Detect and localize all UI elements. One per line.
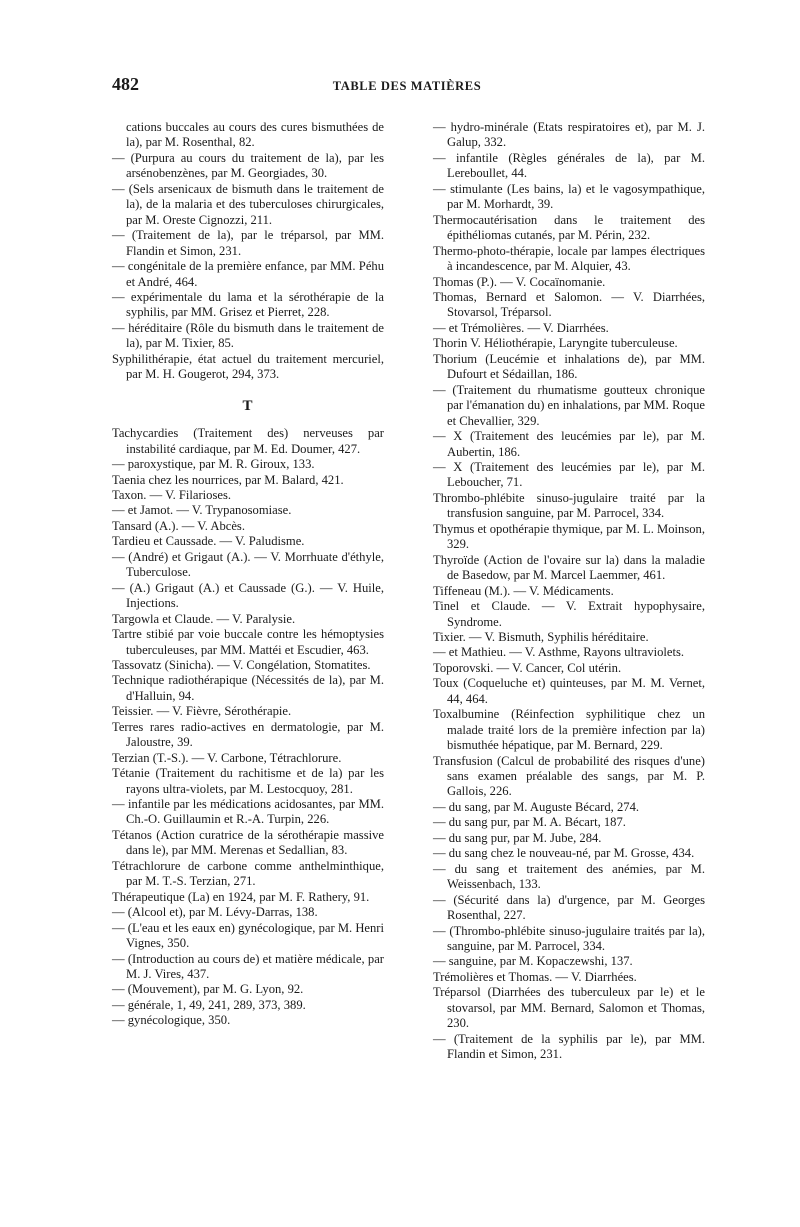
- index-entry: — X (Traitement des leucémies par le), par M. Aubertin, 186.: [433, 429, 705, 459]
- index-entry: Thermo-photo-thérapie, locale par lampes électriques à incandescence, par M. Alquier, 43.: [433, 243, 705, 274]
- index-entry: — du sang, par M. Auguste Bécard, 274.: [433, 799, 640, 814]
- index-entry: Thérapeutique (La) en 1924, par M. F. Rathery, 91.: [112, 889, 370, 904]
- index-entry: — du sang pur, par M. A. Bécart, 187.: [433, 815, 626, 830]
- index-entry: — congénitale de la première enfance, par MM. Péhu et André, 464.: [112, 259, 384, 289]
- index-entry: Toux (Coqueluche et) quinteuses, par M. M. Vernet, 44, 464.: [433, 676, 705, 706]
- index-entry: — et Mathieu. — V. Asthme, Rayons ultraviolets.: [433, 645, 685, 660]
- index-entry: Tiffeneau (M.). — V. Médicaments.: [433, 583, 614, 598]
- index-entry: — (Traitement de la), par le tréparsol, par MM. Flandin et Simon, 231.: [112, 228, 384, 258]
- index-entry: — infantile par les médications acidosantes, par MM. Ch.-O. Guillaumin et R.-A. Turpin, 226.: [112, 797, 384, 827]
- index-entry: Taenia chez les nourrices, par M. Balard, 421.: [112, 472, 344, 487]
- section-letter: T: [242, 397, 254, 414]
- index-entry: — du sang chez le nouveau-né, par M. Grosse, 434.: [433, 846, 695, 861]
- index-entry: Thorium (Leucémie et inhalations de), par MM. Dufourt et Sédaillan, 186.: [433, 351, 705, 382]
- index-entry: Technique radiothérapique (Nécessités de la), par M. d'Halluin, 94.: [112, 673, 384, 703]
- index-entry: Tétanos (Action curatrice de la sérothérapie massive dans le), par MM. Merenas et Sedallian, 83.: [112, 827, 384, 858]
- index-entry: — (Traitement du rhumatisme goutteux chronique par l'émanation du) en inhalations, par MM. Roque et Chevallier, 329.: [433, 382, 705, 428]
- index-entry: — (L'eau et les eaux en) gynécologique, par M. Henri Vignes, 350.: [112, 920, 384, 951]
- index-entry: Teissier. — V. Fièvre, Sérothérapie.: [112, 704, 292, 719]
- index-entry: Terzian (T.-S.). — V. Carbone, Tétrachlorure.: [112, 750, 342, 765]
- index-entry: Tréparsol (Diarrhées des tuberculeux par le) et le stovarsol, par MM. Bernard, Salomon et Thomas, 230.: [433, 985, 705, 1031]
- index-entry: — (Alcool et), par M. Lévy-Darras, 138.: [112, 905, 318, 920]
- index-entry: Tétanie (Traitement du rachitisme et de la) par les rayons ultra-violets, par M. Lestocquoy, 281.: [112, 766, 384, 796]
- index-entry: Thyroïde (Action de l'ovaire sur la) dans la maladie de Basedow, par M. Marcel Laemmer, 461.: [433, 552, 705, 583]
- page-header: [112, 74, 702, 104]
- index-entry: Syphilithérapie, état actuel du traitement mercuriel, par M. H. Gougerot, 294, 373.: [112, 351, 384, 382]
- index-entry: Tachycardies (Traitement des) nerveuses par instabilité cardiaque, par M. Ed. Doumer, 427.: [112, 426, 384, 456]
- index-entry: Toporovski. — V. Cancer, Col utérin.: [433, 660, 622, 675]
- left-column: [112, 120, 384, 1029]
- index-entry: — X (Traitement des leucémies par le), par M. Leboucher, 71.: [433, 459, 705, 490]
- page-number: 482: [112, 74, 139, 94]
- right-column: [433, 120, 705, 1063]
- index-entry: Tansard (A.). — V. Abcès.: [112, 518, 245, 533]
- index-entry: Thorin V. Héliothérapie, Laryngite tuberculeuse.: [433, 336, 678, 351]
- index-entry: — infantile (Règles générales de la), par M. Lereboullet, 44.: [433, 150, 705, 181]
- index-entry: — et Trémolières. — V. Diarrhées.: [433, 320, 609, 335]
- left-entries-after: [112, 426, 384, 1029]
- index-entry: Tardieu et Caussade. — V. Paludisme.: [112, 534, 305, 549]
- index-entry: — (Mouvement), par M. G. Lyon, 92.: [112, 982, 304, 997]
- index-entry: — et Jamot. — V. Trypanosomiase.: [112, 503, 292, 518]
- index-entry: Thermocautérisation dans le traitement des épithéliomas cutanés, par M. Périn, 232.: [433, 212, 705, 243]
- index-entry: — du sang pur, par M. Jube, 284.: [433, 830, 602, 845]
- left-entries-before: [112, 120, 384, 383]
- index-entry: Thymus et opothérapie thymique, par M. L. Moinson, 329.: [433, 521, 705, 552]
- index-entry: Thrombo-phlébite sinuso-jugulaire traité par la transfusion sanguine, par M. Parrocel, 334.: [433, 490, 705, 521]
- index-entry: — (Traitement de la syphilis par le), par MM. Flandin et Simon, 231.: [433, 1031, 705, 1062]
- index-entry: — hydro-minérale (Etats respiratoires et), par M. J. Galup, 332.: [433, 120, 705, 150]
- index-entry: — paroxystique, par M. R. Giroux, 133.: [112, 457, 315, 472]
- index-entry: Tétrachlorure de carbone comme anthelminthique, par M. T.-S. Terzian, 271.: [112, 858, 384, 889]
- index-entry: — (Thrombo-phlébite sinuso-jugulaire traités par la), sanguine, par M. Parrocel, 334.: [433, 923, 705, 954]
- right-entries: [433, 120, 705, 1063]
- index-entry: — (Introduction au cours de) et matière médicale, par M. J. Vires, 437.: [112, 951, 384, 982]
- index-entry: — expérimentale du lama et la sérothérapie de la syphilis, par MM. Grisez et Pierret, 228.: [112, 289, 384, 320]
- index-entry: Trémolières et Thomas. — V. Diarrhées.: [433, 969, 637, 984]
- index-entry: — héréditaire (Rôle du bismuth dans le traitement de la), par M. Tixier, 85.: [112, 320, 384, 351]
- index-entry: — (Purpura au cours du traitement de la), par les arsénobenzènes, par M. Georgiades, 30.: [112, 150, 384, 181]
- index-entry: — du sang et traitement des anémies, par M. Weissenbach, 133.: [433, 861, 705, 892]
- index-entry: — (Sécurité dans la) d'urgence, par M. Georges Rosenthal, 227.: [433, 892, 705, 923]
- index-entry: — (Sels arsenicaux de bismuth dans le traitement de la), de la malaria et des tuberculoses chirurgicales, par M. Oreste Cignozzi, 211.: [112, 181, 384, 227]
- index-entry: — sanguine, par M. Kopaczewshi, 137.: [433, 954, 633, 969]
- index-entry: — stimulante (Les bains, la) et le vagosympathique, par M. Morhardt, 39.: [433, 181, 705, 212]
- index-entry: Tartre stibié par voie buccale contre les hémoptysies tuberculeuses, par MM. Mattéi et Escudier, 463.: [112, 627, 384, 657]
- index-entry: cations buccales au cours des cures bismuthées de la), par M. Rosenthal, 82.: [126, 120, 384, 150]
- index-entry: Tinel et Claude. — V. Extrait hypophysaire, Syndrome.: [433, 599, 705, 629]
- index-entry: Thomas, Bernard et Salomon. — V. Diarrhées, Stovarsol, Tréparsol.: [433, 289, 705, 320]
- index-entry: Thomas (P.). — V. Cocaïnomanie.: [433, 274, 606, 289]
- index-entry: Targowla et Claude. — V. Paralysie.: [112, 611, 296, 626]
- index-entry: Tixier. — V. Bismuth, Syphilis héréditaire.: [433, 629, 649, 644]
- index-entry: — gynécologique, 350.: [112, 1013, 231, 1028]
- index-entry: Transfusion (Calcul de probabilité des risques d'une) sans examen préalable des sangs, par M. P. Gallois, 226.: [433, 753, 705, 799]
- index-entry: Taxon. — V. Filarioses.: [112, 487, 231, 502]
- index-entry: — (A.) Grigaut (A.) et Caussade (G.). — V. Huile, Injections.: [112, 580, 384, 611]
- index-entry: — générale, 1, 49, 241, 289, 373, 389.: [112, 997, 306, 1012]
- running-title: TABLE DES MATIÈRES: [332, 79, 482, 93]
- index-entry: Terres rares radio-actives en dermatologie, par M. Jaloustre, 39.: [112, 719, 384, 750]
- index-entry: — (André) et Grigaut (A.). — V. Morrhuate d'éthyle, Tuberculose.: [112, 549, 384, 580]
- index-entry: Tassovatz (Sinicha). — V. Congélation, Stomatites.: [112, 657, 371, 672]
- index-entry: Toxalbumine (Réinfection syphilitique chez un malade traité lors de la première infection par la) bismuthée hépatique, par M. Bernard, 229.: [433, 707, 705, 753]
